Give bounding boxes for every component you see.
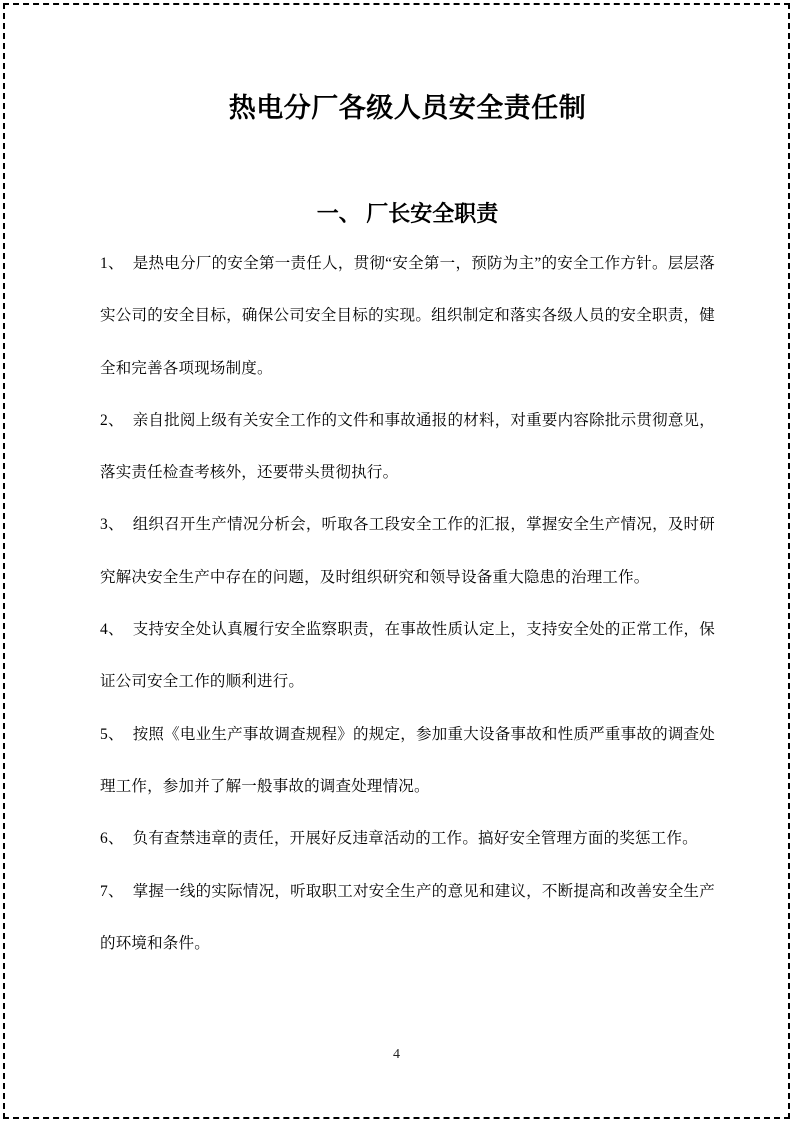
- paragraph: [100, 395, 715, 500]
- paragraph-text: 是热电分厂的安全第一责任人，贯彻“安全第一，预防为主”的安全工作方针。层层落实公司的安全目标，确保公司安全目标的实现。组织制定和落实各级人员的安全职责，健全和完善各项现场制度。: [100, 255, 715, 377]
- paragraph-number: 2、: [100, 411, 124, 429]
- paragraph: [100, 866, 715, 971]
- paragraph: [100, 604, 715, 709]
- page-number: 4: [393, 1047, 400, 1062]
- paragraph: [100, 499, 715, 604]
- section-heading: 一、 厂长安全职责: [316, 201, 499, 226]
- paragraph-text: 组织召开生产情况分析会，听取各工段安全工作的汇报，掌握安全生产情况，及时研究解决安全生产中存在的问题，及时组织研究和领导设备重大隐患的治理工作。: [100, 516, 715, 586]
- paragraph-number: 7、: [100, 882, 124, 900]
- paragraph-text: 亲自批阅上级有关安全工作的文件和事故通报的材料，对重要内容除批示贯彻意见，落实责任检查考核外，还要带头贯彻执行。: [100, 411, 715, 482]
- paragraph-number: 3、: [100, 516, 124, 534]
- paragraph: [100, 709, 715, 814]
- paragraph-text: 负有查禁违章的责任，开展好反违章活动的工作。搞好安全管理方面的奖惩工作。: [132, 830, 698, 848]
- paragraph: [100, 813, 715, 865]
- paragraph-number: 6、: [100, 830, 124, 848]
- paragraph-text: 按照《电业生产事故调查规程》的规定，参加重大设备事故和性质严重事故的调查处理工作，参加并了解一般事故的调查处理情况。: [100, 725, 715, 795]
- paragraph: [100, 238, 715, 395]
- document-title: 热电分厂各级人员安全责任制: [228, 93, 587, 123]
- paragraph-number: 5、: [100, 725, 124, 743]
- document-content: [100, 0, 715, 970]
- paragraph-number: 1、: [100, 255, 124, 272]
- paragraph-number: 4、: [100, 621, 124, 639]
- paragraph-text: 掌握一线的实际情况，听取职工对安全生产的意见和建议，不断提高和改善安全生产的环境和条件。: [100, 882, 715, 952]
- document-body: [100, 238, 715, 970]
- paragraph-text: 支持安全处认真履行安全监察职责，在事故性质认定上，支持安全处的正常工作，保证公司安全工作的顺利进行。: [100, 621, 715, 691]
